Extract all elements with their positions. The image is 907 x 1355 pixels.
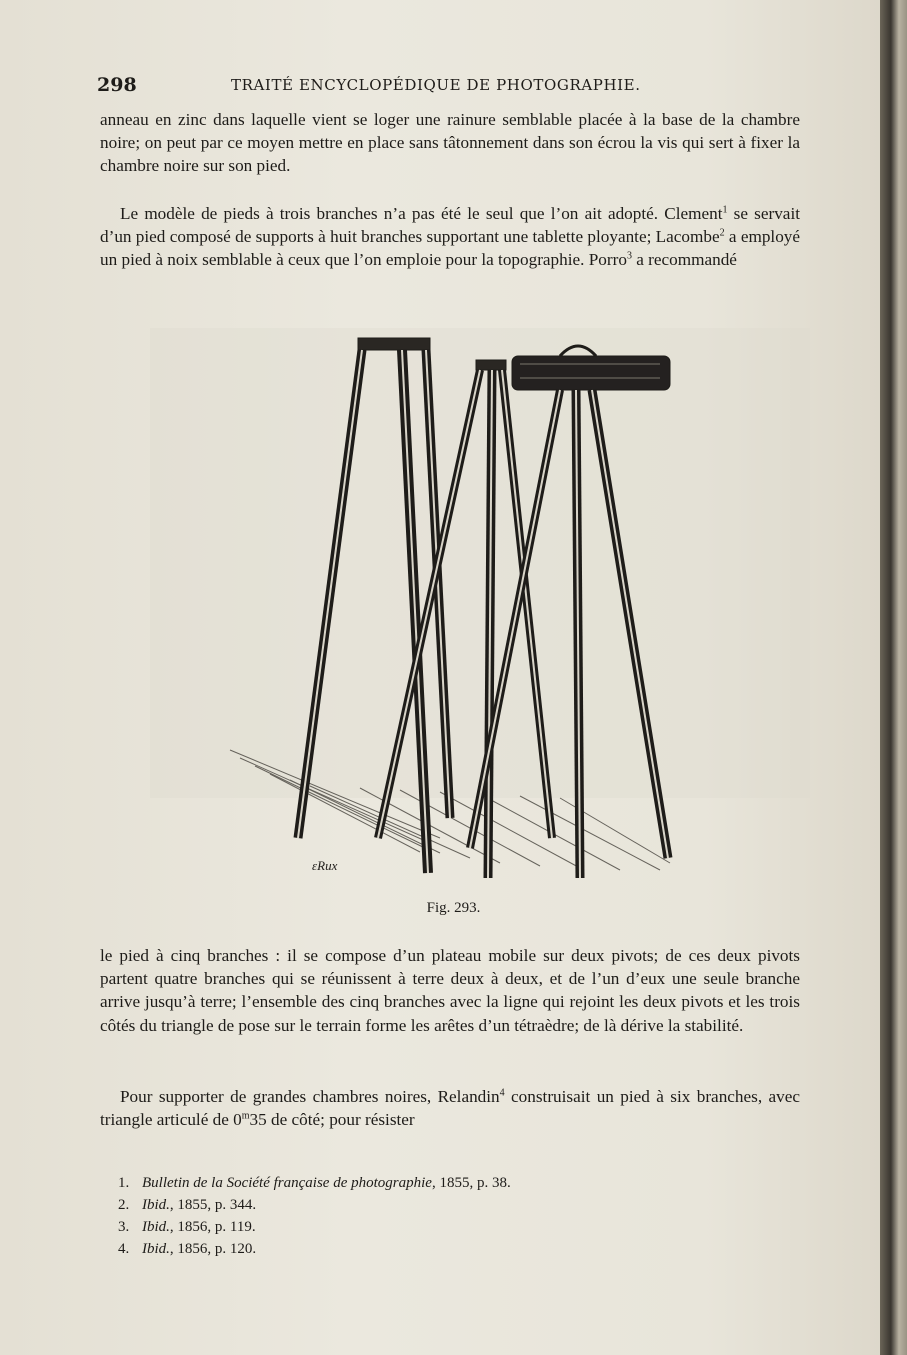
- paragraph-1: anneau en zinc dans laquelle vient se loger une rainure semblable placée à la base de la chambre noire; on peut par ce moyen mettre en place sans tâtonnement dans son écrou la vis qui sert à fixer la chambre noire sur son pied.: [100, 110, 800, 176]
- footnote-4: [118, 1238, 738, 1260]
- footnote-source: Bulletin de la Société française de photographie: [142, 1175, 432, 1191]
- footnote-detail: , 1856, p. 120.: [169, 1241, 257, 1257]
- footnote-3: [118, 1216, 738, 1238]
- footnote-number: 3.: [118, 1219, 130, 1235]
- footnotes: [118, 1172, 738, 1260]
- paragraph-4: [100, 1085, 800, 1131]
- footnote-ref-1: 1: [722, 204, 728, 216]
- book-spine: [880, 0, 907, 1355]
- page-header: [97, 74, 800, 100]
- footnote-ref-4: 4: [499, 1087, 505, 1099]
- tripod-engraving: [140, 318, 830, 898]
- paragraph-2-text-b: se servait d’un pied composé de supports à huit branches supportant une tablette ployante; Lacombe: [100, 204, 800, 247]
- paragraph-2: [100, 202, 800, 272]
- paragraph-2-text-c: a employé un pied à noix semblable à ceux que l’on emploie pour la topographie. Porro: [100, 227, 801, 270]
- footnote-ref-2: 2: [719, 227, 725, 239]
- footnote-number: 2.: [118, 1197, 130, 1213]
- paragraph-2-text-a: Le modèle de pieds à trois branches n’a pas été le seul que l’on ait adopté. Clement: [120, 204, 723, 223]
- footnote-source: Ibid.: [142, 1241, 170, 1257]
- figure-caption: Fig. 293.: [426, 900, 481, 916]
- paragraph-3: le pied à cinq branches : il se compose d’un plateau mobile sur deux pivots; de ces deux pivots partent quatre branches qui se réunissent à terre deux à deux, et de l’un d’eux une seule branche arrive jusqu’à terre; l’ensemble des cinq branches avec la ligne qui rejoint les deux pivots et les trois côtés du triangle de pose sur le terrain forme les arêtes d’un tétraèdre; de là dérive la stabilité.: [100, 946, 800, 1035]
- paragraph-4-text-c: 35 de côté; pour résister: [249, 1110, 415, 1130]
- footnote-2: [118, 1194, 738, 1216]
- footnote-1: [118, 1172, 738, 1194]
- footnote-detail: , 1856, p. 119.: [169, 1219, 256, 1235]
- footnote-number: 1.: [118, 1175, 130, 1191]
- page-number: 298: [97, 74, 137, 96]
- paragraph-4-text-b: construisait un pied à six branches, avec triangle articulé de 0: [100, 1087, 800, 1130]
- tripod-illustration: [140, 318, 830, 898]
- footnote-number: 4.: [118, 1241, 130, 1257]
- footnote-detail: , 1855, p. 38.: [431, 1175, 511, 1191]
- running-title: TRAITÉ ENCYCLOPÉDIQUE DE PHOTOGRAPHIE.: [231, 76, 641, 94]
- paragraph-2-text-d: a recommandé: [631, 250, 737, 270]
- footnote-ref-3: 3: [626, 250, 632, 262]
- unit-metre: m: [241, 1110, 250, 1122]
- paragraph-4-text-a: Pour supporter de grandes chambres noires, Relandin: [120, 1087, 500, 1106]
- footnote-source: Ibid.: [142, 1197, 170, 1213]
- footnote-source: Ibid.: [142, 1219, 170, 1235]
- footnote-detail: , 1855, p. 344.: [169, 1197, 257, 1213]
- engraver-signature: ɛRux: [312, 858, 338, 873]
